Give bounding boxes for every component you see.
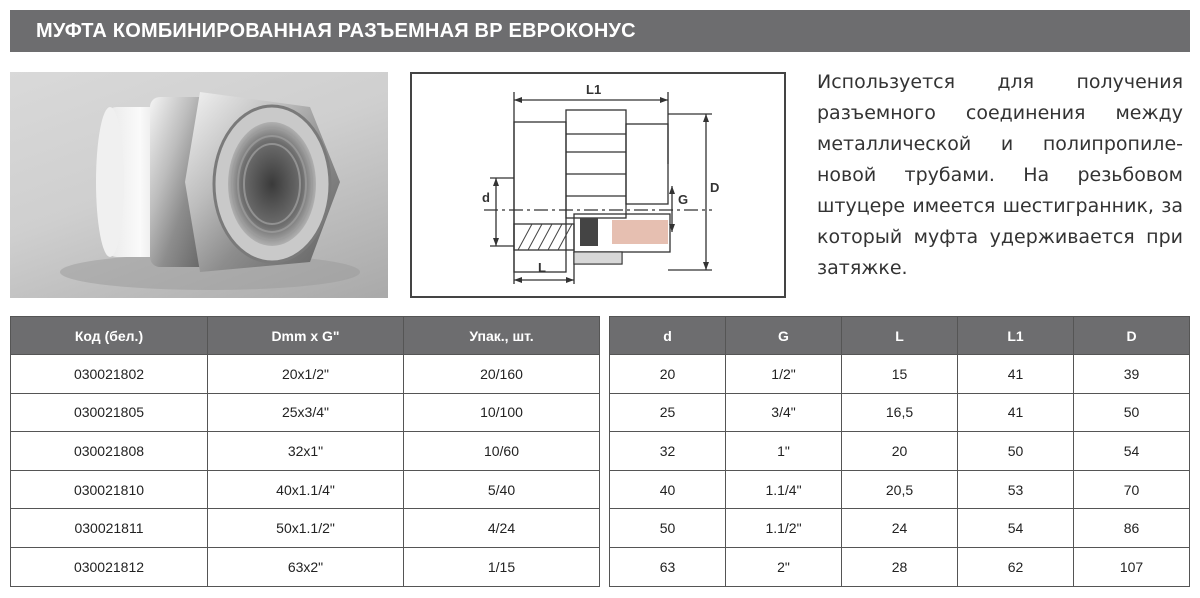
cell-g: 2": [726, 547, 842, 586]
technical-drawing: [410, 72, 786, 298]
cell-pack: 1/15: [404, 547, 600, 586]
label-g: G: [678, 192, 689, 207]
table-header-row: [11, 317, 600, 355]
header-l: L: [842, 317, 958, 355]
table-row: [11, 393, 600, 432]
cell-d-outer: 39: [1074, 355, 1190, 394]
cell-d-outer: 50: [1074, 393, 1190, 432]
cell-size: 32x1": [208, 432, 404, 471]
label-d-big: D: [710, 180, 720, 195]
cell-l1: 50: [958, 432, 1074, 471]
dimensions-table: [609, 316, 1190, 587]
cell-g: 1.1/4": [726, 470, 842, 509]
cell-l: 15: [842, 355, 958, 394]
cell-l1: 62: [958, 547, 1074, 586]
cell-g: 1.1/2": [726, 509, 842, 548]
table-row: [610, 432, 1190, 471]
table-row: [11, 509, 600, 548]
cell-g: 1": [726, 432, 842, 471]
cell-l1: 53: [958, 470, 1074, 509]
cell-d: 63: [610, 547, 726, 586]
cell-pack: 10/60: [404, 432, 600, 471]
cell-code: 030021805: [11, 393, 208, 432]
cell-g: 1/2": [726, 355, 842, 394]
table-row: [11, 470, 600, 509]
cell-code: 030021810: [11, 470, 208, 509]
table-row: [610, 470, 1190, 509]
cell-d-outer: 86: [1074, 509, 1190, 548]
header-size: Dmm x G": [208, 317, 404, 355]
header-l1: L1: [958, 317, 1074, 355]
header-g: G: [726, 317, 842, 355]
cell-size: 40x1.1/4": [208, 470, 404, 509]
header-pack: Упак., шт.: [404, 317, 600, 355]
table-row: [610, 547, 1190, 586]
cell-pack: 4/24: [404, 509, 600, 548]
header-code: Код (бел.): [11, 317, 208, 355]
cell-code: 030021812: [11, 547, 208, 586]
product-photo: [10, 72, 388, 298]
cell-d: 50: [610, 509, 726, 548]
cell-d-outer: 54: [1074, 432, 1190, 471]
table-header-row: [610, 317, 1190, 355]
cell-d-outer: 107: [1074, 547, 1190, 586]
cell-l: 16,5: [842, 393, 958, 432]
table-row: [610, 509, 1190, 548]
cell-l1: 41: [958, 355, 1074, 394]
cell-size: 63x2": [208, 547, 404, 586]
label-d-small: d: [482, 190, 490, 205]
product-description: Используется для получения разъемного соединения между металлической и полипропиле-новой трубами. На резьбовом штуцере имеется шестигранник, за который муфта удерживается при затяжке.: [817, 71, 1183, 279]
cell-g: 3/4": [726, 393, 842, 432]
cell-l: 20,5: [842, 470, 958, 509]
product-codes-table: [10, 316, 600, 587]
label-l: L: [538, 260, 546, 275]
cell-pack: 10/100: [404, 393, 600, 432]
cell-l: 24: [842, 509, 958, 548]
cell-l1: 41: [958, 393, 1074, 432]
table-row: [11, 355, 600, 394]
table-row: [11, 432, 600, 471]
cell-code: 030021802: [11, 355, 208, 394]
cell-l1: 54: [958, 509, 1074, 548]
label-l1: L1: [586, 82, 602, 97]
cell-pack: 5/40: [404, 470, 600, 509]
cell-size: 20x1/2": [208, 355, 404, 394]
table-row: [610, 355, 1190, 394]
cell-l: 20: [842, 432, 958, 471]
cell-code: 030021808: [11, 432, 208, 471]
cell-d: 32: [610, 432, 726, 471]
cell-l: 28: [842, 547, 958, 586]
header-d: d: [610, 317, 726, 355]
cell-d: 20: [610, 355, 726, 394]
cell-d: 25: [610, 393, 726, 432]
table-row: [11, 547, 600, 586]
cell-d: 40: [610, 470, 726, 509]
cell-code: 030021811: [11, 509, 208, 548]
page-title: МУФТА КОМБИНИРОВАННАЯ РАЗЪЕМНАЯ ВР ЕВРОКОНУС: [10, 10, 1190, 52]
coupling-image: [10, 72, 388, 298]
table-row: [610, 393, 1190, 432]
cell-pack: 20/160: [404, 355, 600, 394]
header-d-outer: D: [1074, 317, 1190, 355]
cell-size: 50x1.1/2": [208, 509, 404, 548]
cell-size: 25x3/4": [208, 393, 404, 432]
cell-d-outer: 70: [1074, 470, 1190, 509]
